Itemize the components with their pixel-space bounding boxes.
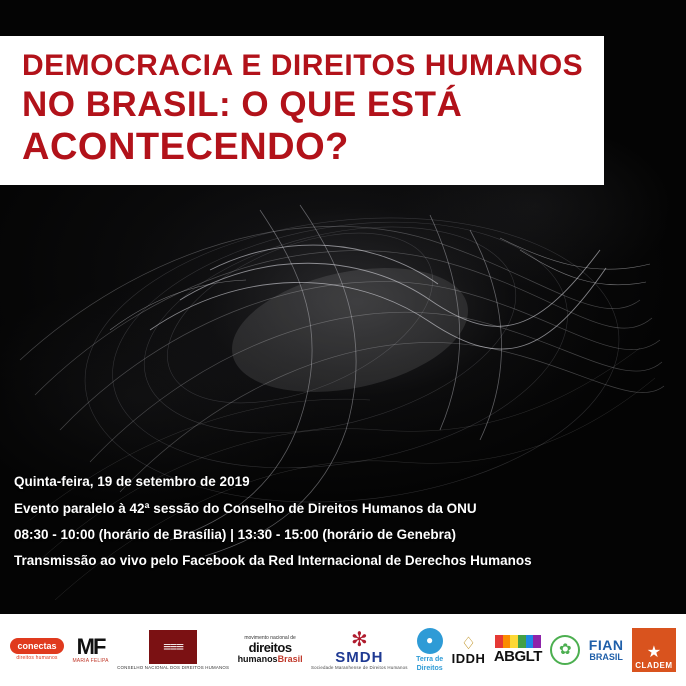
mndh-country: Brasil: [277, 653, 303, 664]
event-description: Evento paralelo à 42ª sessão do Conselho de Direitos Humanos da ONU: [14, 500, 477, 516]
mndh-top-text: movimento nacional de: [244, 634, 296, 641]
smdh-wordmark: SMDH: [335, 648, 384, 666]
fian-country: BRASIL: [589, 651, 623, 662]
mndh-main-text: direitos: [248, 640, 292, 656]
iddh-wordmark: IDDH: [451, 650, 486, 666]
logo-iddh: [450, 622, 488, 678]
logo-mndh: [236, 622, 305, 678]
figure-icon: ★: [646, 643, 662, 661]
logo-maria-felipa: [70, 622, 110, 678]
event-time: 08:30 - 10:00 (horário de Brasília) | 13:30 - 15:00 (horário de Genebra): [14, 526, 456, 542]
maria-felipa-monogram: MF: [76, 634, 105, 660]
logo-terra-de-direitos: [414, 622, 445, 678]
conectas-tagline: direitos humanos: [16, 655, 58, 662]
globe-icon: ●: [417, 628, 443, 654]
logo-cladem: [630, 622, 678, 678]
event-info-block: [14, 472, 654, 570]
title-line-1: DEMOCRACIA E DIREITOS HUMANOS: [22, 49, 584, 82]
fian-wordmark: FIAN: [588, 636, 624, 653]
terra-sub: Direitos: [416, 665, 443, 672]
title-line-2: NO BRASIL: O QUE ESTÁ: [22, 84, 463, 124]
logo-fian-brasil: [587, 622, 626, 678]
logo-abglt: [492, 622, 544, 678]
logo-smdh: [309, 622, 410, 678]
smdh-tagline: Sociedade Maranhense de Direitos Humanos: [311, 664, 408, 670]
poster-title-block: [0, 36, 604, 185]
conselho-name: CONSELHO NACIONAL DOS DIREITOS HUMANOS: [117, 664, 230, 670]
maria-felipa-name: MARIA FELIPA: [72, 658, 109, 665]
mndh-bottom-word: humanos: [237, 653, 278, 664]
logo-conectas: [8, 622, 66, 678]
event-date: Quinta-feira, 19 de setembro de 2019: [14, 474, 250, 490]
leaf-icon: ✿: [550, 635, 580, 665]
conselho-mark: [149, 630, 197, 664]
cladem-mark: [632, 628, 676, 672]
abglt-wordmark: ABGLT: [493, 648, 542, 666]
conselho-glyph: ≡≡≡: [163, 638, 183, 654]
mndh-bottom-text: [238, 655, 303, 664]
terra-main: Terra de: [416, 655, 444, 663]
conectas-wordmark: conectas: [10, 638, 64, 654]
title-line-3: ACONTECENDO?: [22, 125, 349, 168]
event-broadcast: Transmissão ao vivo pelo Facebook da Red Internacional de Derechos Humanos: [14, 552, 532, 568]
rainbow-flag-icon: [495, 635, 541, 648]
logo-conselho-nacional: [115, 622, 231, 678]
logo-leaf-org: [548, 622, 582, 678]
bird-icon: ✻: [350, 628, 368, 651]
partner-logo-bar: [0, 614, 686, 686]
fan-icon: ♢: [460, 633, 477, 653]
cladem-wordmark: CLADEM: [635, 660, 673, 670]
